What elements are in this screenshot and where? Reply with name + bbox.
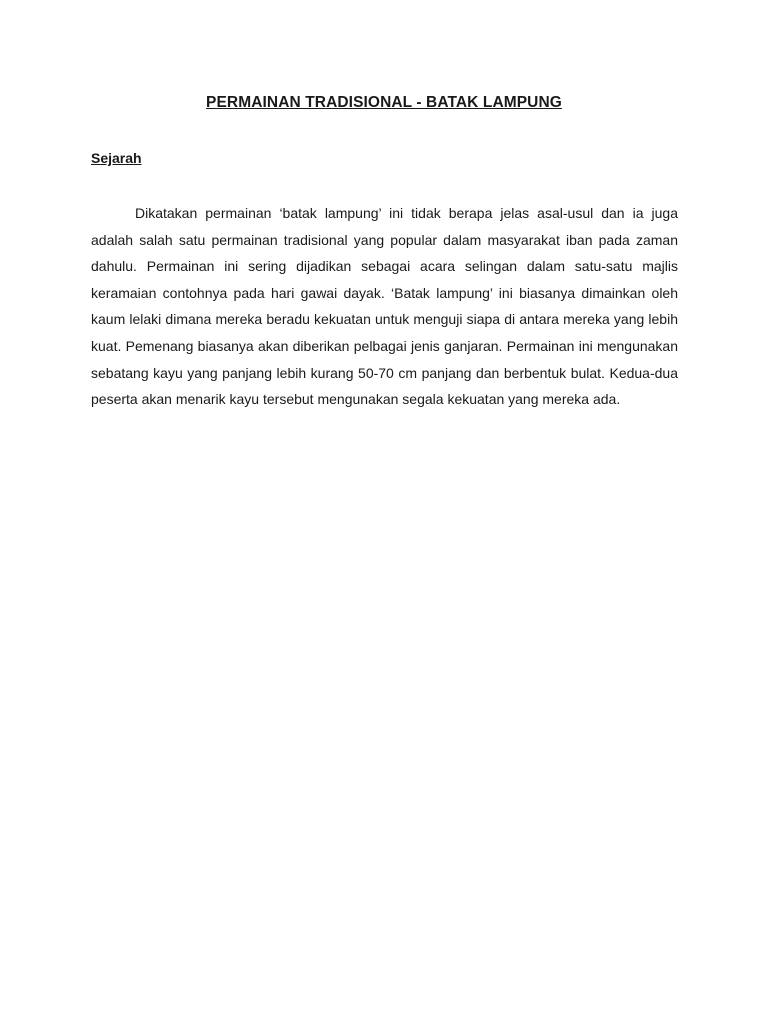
body-paragraph: Dikatakan permainan ‘batak lampung’ ini tidak berapa jelas asal-usul dan ia juga adalah salah satu permainan tradisional yang popular dalam masyarakat iban pada zaman dahulu. Permainan ini sering dijadikan sebagai acara selingan dalam satu-satu majlis keramaian contohnya pada hari gawai dayak. ‘Batak lampung’ ini biasanya dimainkan oleh kaum lelaki dimana mereka beradu kekuatan untuk menguji siapa di antara mereka yang lebih kuat. Pemenang biasanya akan diberikan pelbagai jenis ganjaran. Permainan ini mengunakan sebatang kayu yang panjang lebih kurang 50-70 cm panjang dan berbentuk bulat. Kedua-dua peserta akan menarik kayu tersebut mengunakan segala kekuatan yang mereka ada. (91, 205, 678, 408)
section-heading-sejarah: Sejarah (91, 150, 142, 166)
document-title: PERMAINAN TRADISIONAL - BATAK LAMPUNG (206, 94, 562, 111)
